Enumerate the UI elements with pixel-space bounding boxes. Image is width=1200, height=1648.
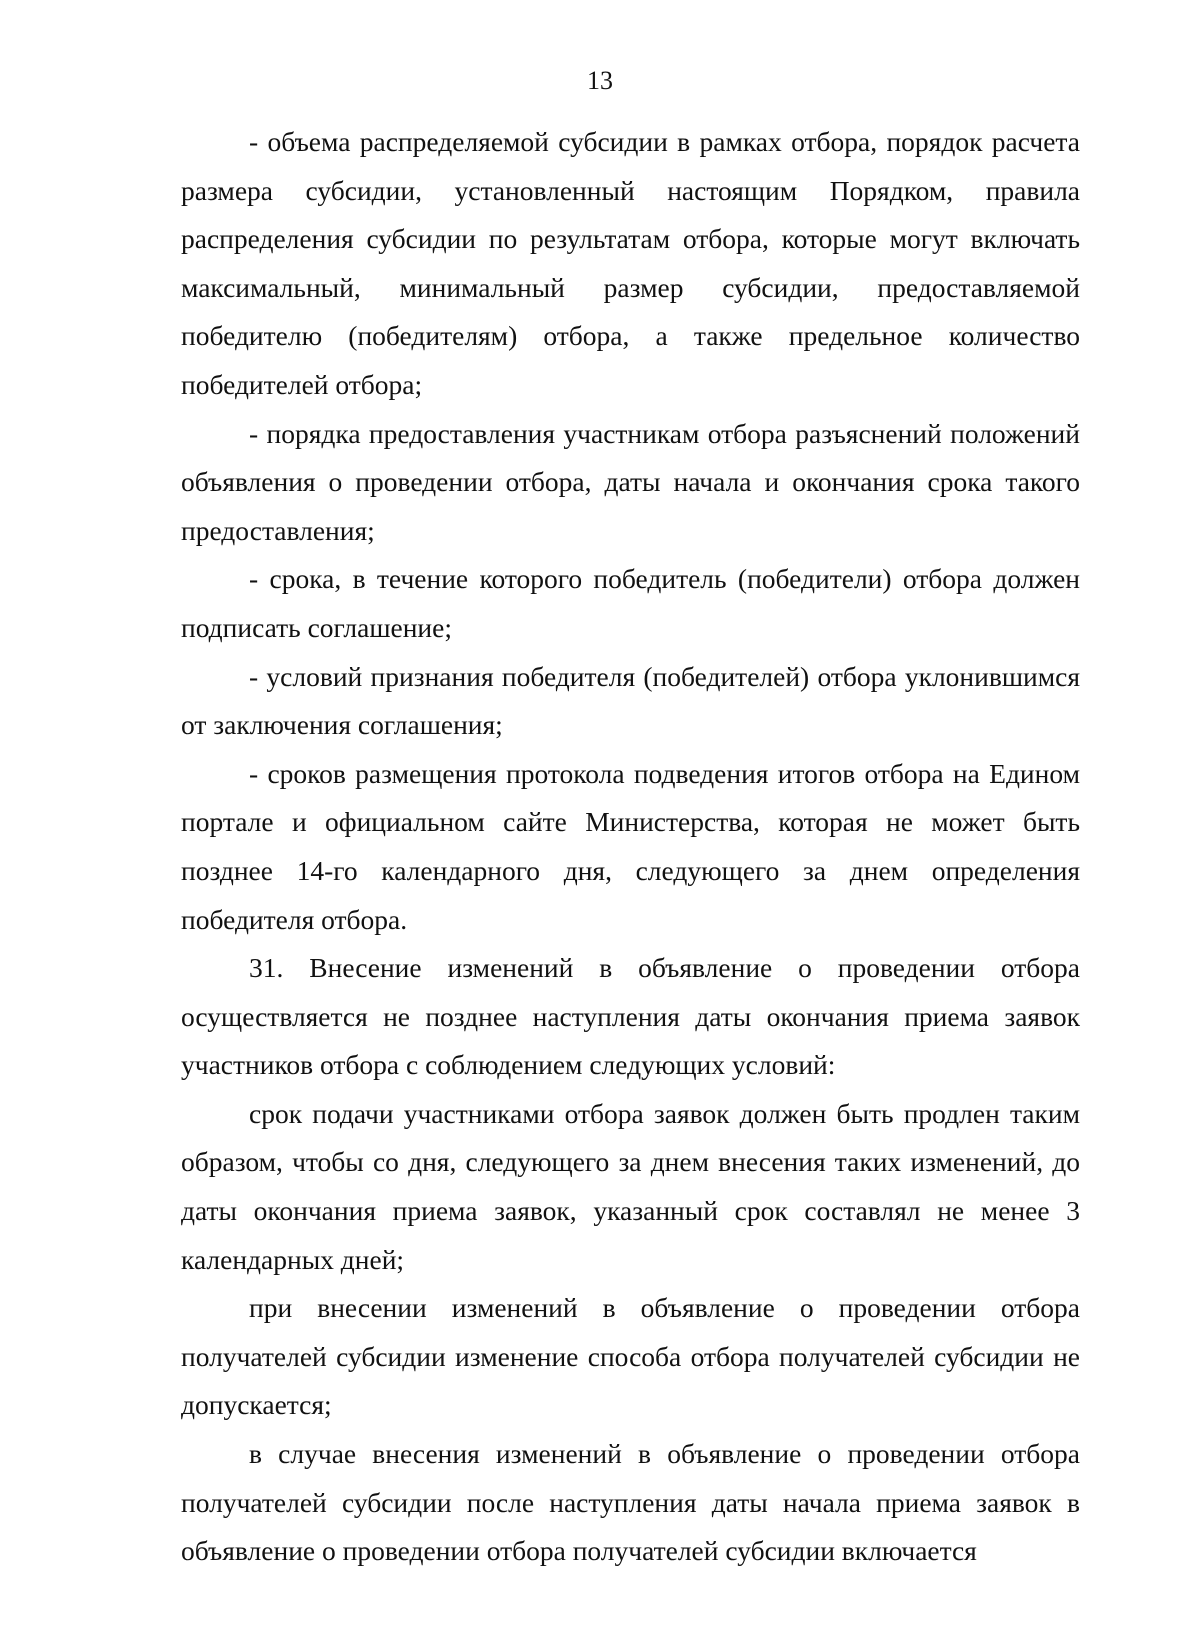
paragraph-submission-extension: срок подачи участниками отбора заявок должен быть продлен таким образом, чтобы со дня, следующего за днем внесения таких изменений, до даты окончания приема заявок, указанный срок составлял не менее 3 календарных дней; xyxy=(181,1097,1080,1275)
paragraph-agreement-deadline: - срока, в течение которого победитель (победители) отбора должен подписать соглашение; xyxy=(181,563,1080,643)
paragraph-method-change: при внесении изменений в объявление о проведении отбора получателей субсидии изменение способа отбора получателей субсидии не допускается; xyxy=(181,1292,1080,1421)
paragraph-evasion-conditions: - условий признания победителя (победителей) отбора уклонившимся от заключения соглашения; xyxy=(181,660,1080,741)
paragraph-changes-after-start: в случае внесения изменений в объявление о проведении отбора получателей субсидии после наступления даты начала приема заявок в объявление о проведении отбора получателей субсидии включается xyxy=(181,1438,1080,1567)
paragraph-subsidy-volume: - объема распределяемой субсидии в рамках отбора, порядок расчета размера субсидии, установленный настоящим Порядком, правила распределения субсидии по результатам отбора, которые могут включать максимальный, минимальный размер субсидии, предоставляемой победителю (победителям) отбора, а также предельное количество победителей отбора; xyxy=(181,126,1080,400)
paragraph-protocol-deadline: - сроков размещения протокола подведения итогов отбора на Едином портале и официальном сайте Министерства, которая не может быть позднее 14-го календарного дня, следующего за днем определения победителя отбора. xyxy=(181,757,1080,935)
paragraph-clarification-procedure: - порядка предоставления участникам отбора разъяснений положений объявления о проведении отбора, даты начала и окончания срока такого предоставления; xyxy=(181,417,1080,546)
page-number: 13 xyxy=(587,66,613,95)
document-body xyxy=(181,118,1080,1576)
paragraph-clause-31: 31. Внесение изменений в объявление о проведении отбора осуществляется не позднее наступления даты окончания приема заявок участников отбора с соблюдением следующих условий: xyxy=(181,952,1080,1081)
